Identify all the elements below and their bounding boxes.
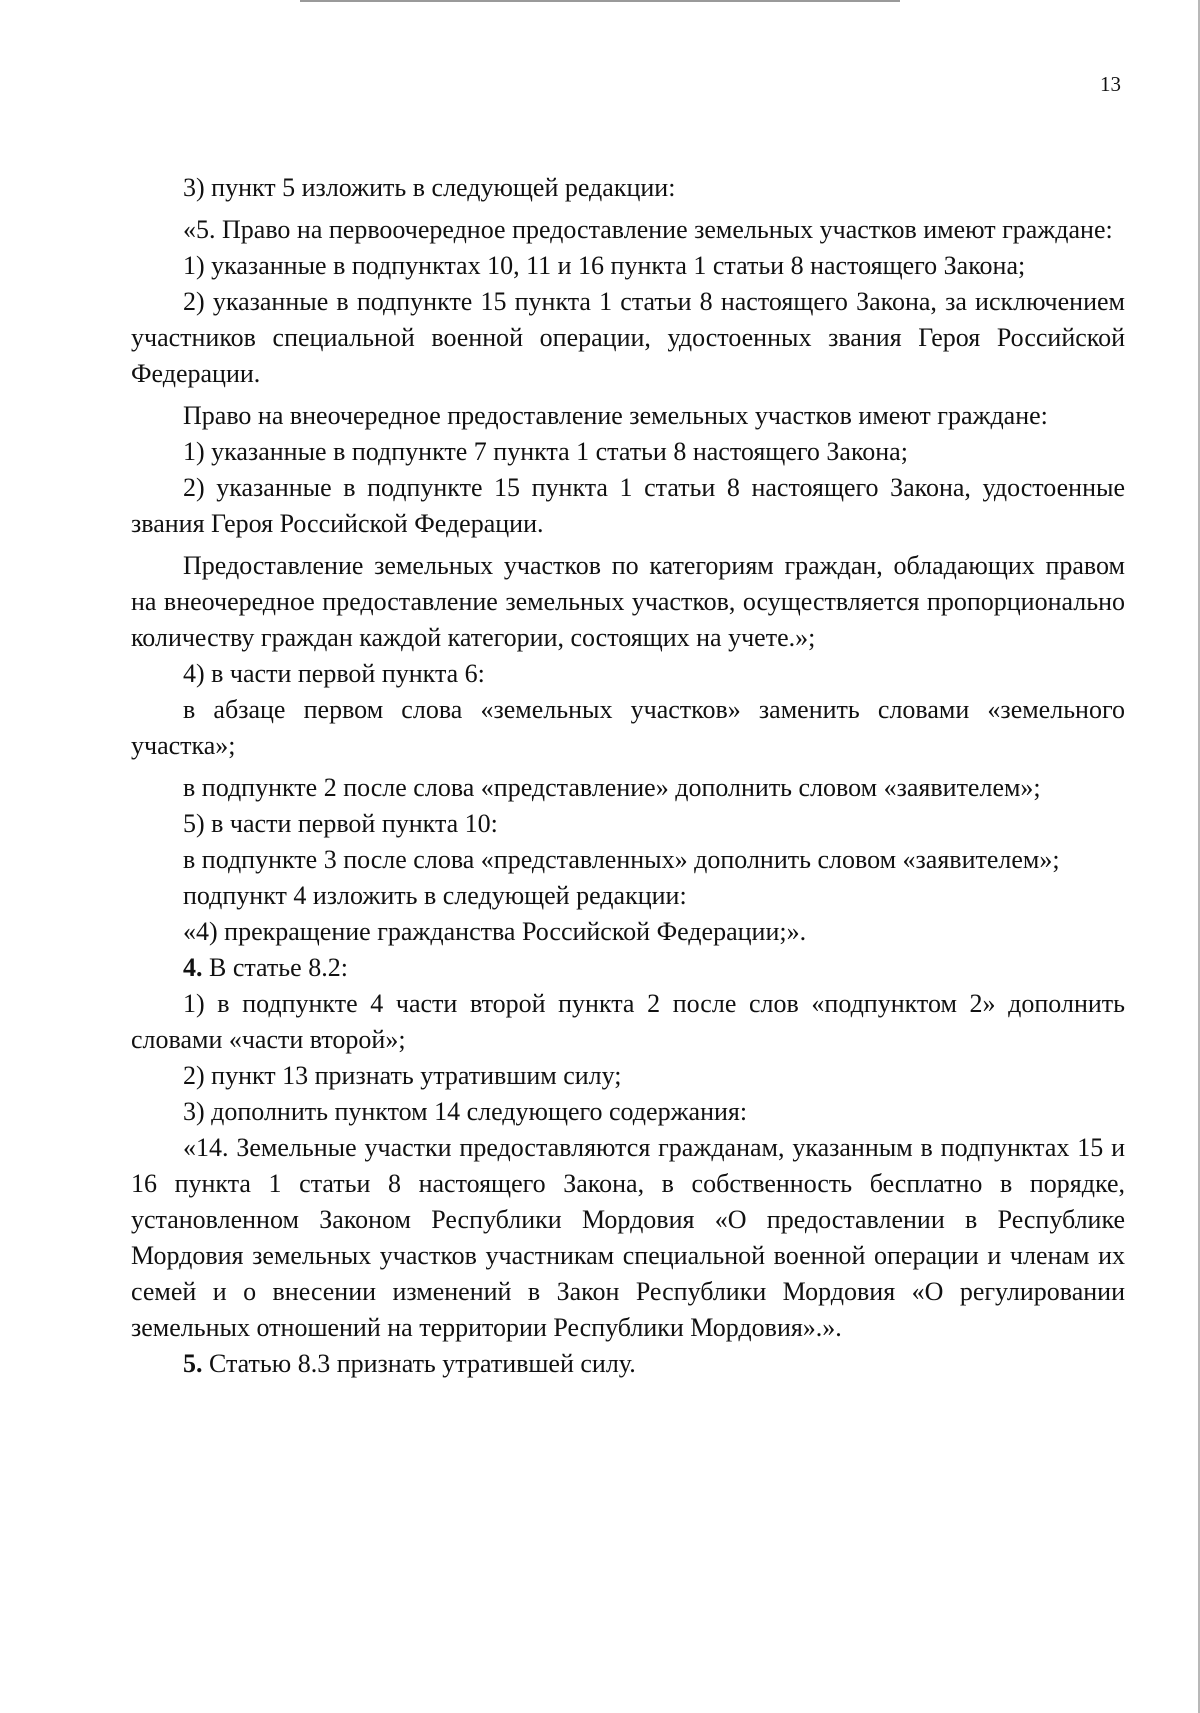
paragraph: 5) в части первой пункта 10: xyxy=(183,809,498,838)
paragraph: в абзаце первом слова «земельных участков» заменить словами «земельного участка»; xyxy=(131,695,1125,760)
paragraph xyxy=(131,1346,1125,1382)
paragraph: 2) указанные в подпункте 15 пункта 1 статьи 8 настоящего Закона, за исключением участников специальной военной операции, удостоенных звания Героя Российской Федерации. xyxy=(131,287,1125,388)
paragraph: в подпункте 2 после слова «представление» дополнить словом «заявителем»; xyxy=(183,773,1041,802)
paragraph: подпункт 4 изложить в следующей редакции: xyxy=(183,881,687,910)
paragraph: «5. Право на первоочередное предоставление земельных участков имеют граждане: xyxy=(183,215,1113,244)
paragraph: 2) пункт 13 признать утратившим силу; xyxy=(183,1061,622,1090)
article-number: 4. xyxy=(183,953,203,982)
paragraph: Предоставление земельных участков по категориям граждан, обладающих правом на внеочередное предоставление земельных участков, осуществляется пропорционально количеству граждан каждой категории, состоящих на учете.»; xyxy=(131,551,1125,652)
paragraph: 1) указанные в подпунктах 10, 11 и 16 пункта 1 статьи 8 настоящего Закона; xyxy=(183,251,1026,280)
paragraph: 2) указанные в подпункте 15 пункта 1 статьи 8 настоящего Закона, удостоенные звания Героя Российской Федерации. xyxy=(131,473,1125,538)
paragraph: в подпункте 3 после слова «представленных» дополнить словом «заявителем»; xyxy=(183,845,1060,874)
paragraph: Право на внеочередное предоставление земельных участков имеют граждане: xyxy=(183,401,1048,430)
scan-edge-top xyxy=(300,0,900,2)
paragraph xyxy=(131,950,1125,986)
paragraph: «14. Земельные участки предоставляются гражданам, указанным в подпунктах 15 и 16 пункта 1 статьи 8 настоящего Закона, в собственность бесплатно в порядке, установленном Законом Республики Мордовия «О предоставлении в Республике Мордовия земельных участков участникам специальной военной операции и членам их семей и о внесении изменений в Закон Республики Мордовия «О регулировании земельных отношений на территории Республики Мордовия».». xyxy=(131,1133,1125,1342)
paragraph: 1) в подпункте 4 части второй пункта 2 после слов «подпунктом 2» дополнить словами «части второй»; xyxy=(131,989,1125,1054)
page-number: 13 xyxy=(1100,72,1121,96)
paragraph: 4) в части первой пункта 6: xyxy=(183,659,485,688)
paragraph: «4) прекращение гражданства Российской Федерации;». xyxy=(183,917,807,946)
paragraph: 1) указанные в подпункте 7 пункта 1 статьи 8 настоящего Закона; xyxy=(183,437,908,466)
paragraph-text: Статью 8.3 признать утратившей силу. xyxy=(202,1349,636,1378)
document-body xyxy=(131,170,1125,1382)
article-number: 5. xyxy=(183,1349,203,1378)
paragraph-text: В статье 8.2: xyxy=(202,953,348,982)
paragraph: 3) дополнить пунктом 14 следующего содержания: xyxy=(183,1097,748,1126)
paragraph: 3) пункт 5 изложить в следующей редакции: xyxy=(183,173,676,202)
